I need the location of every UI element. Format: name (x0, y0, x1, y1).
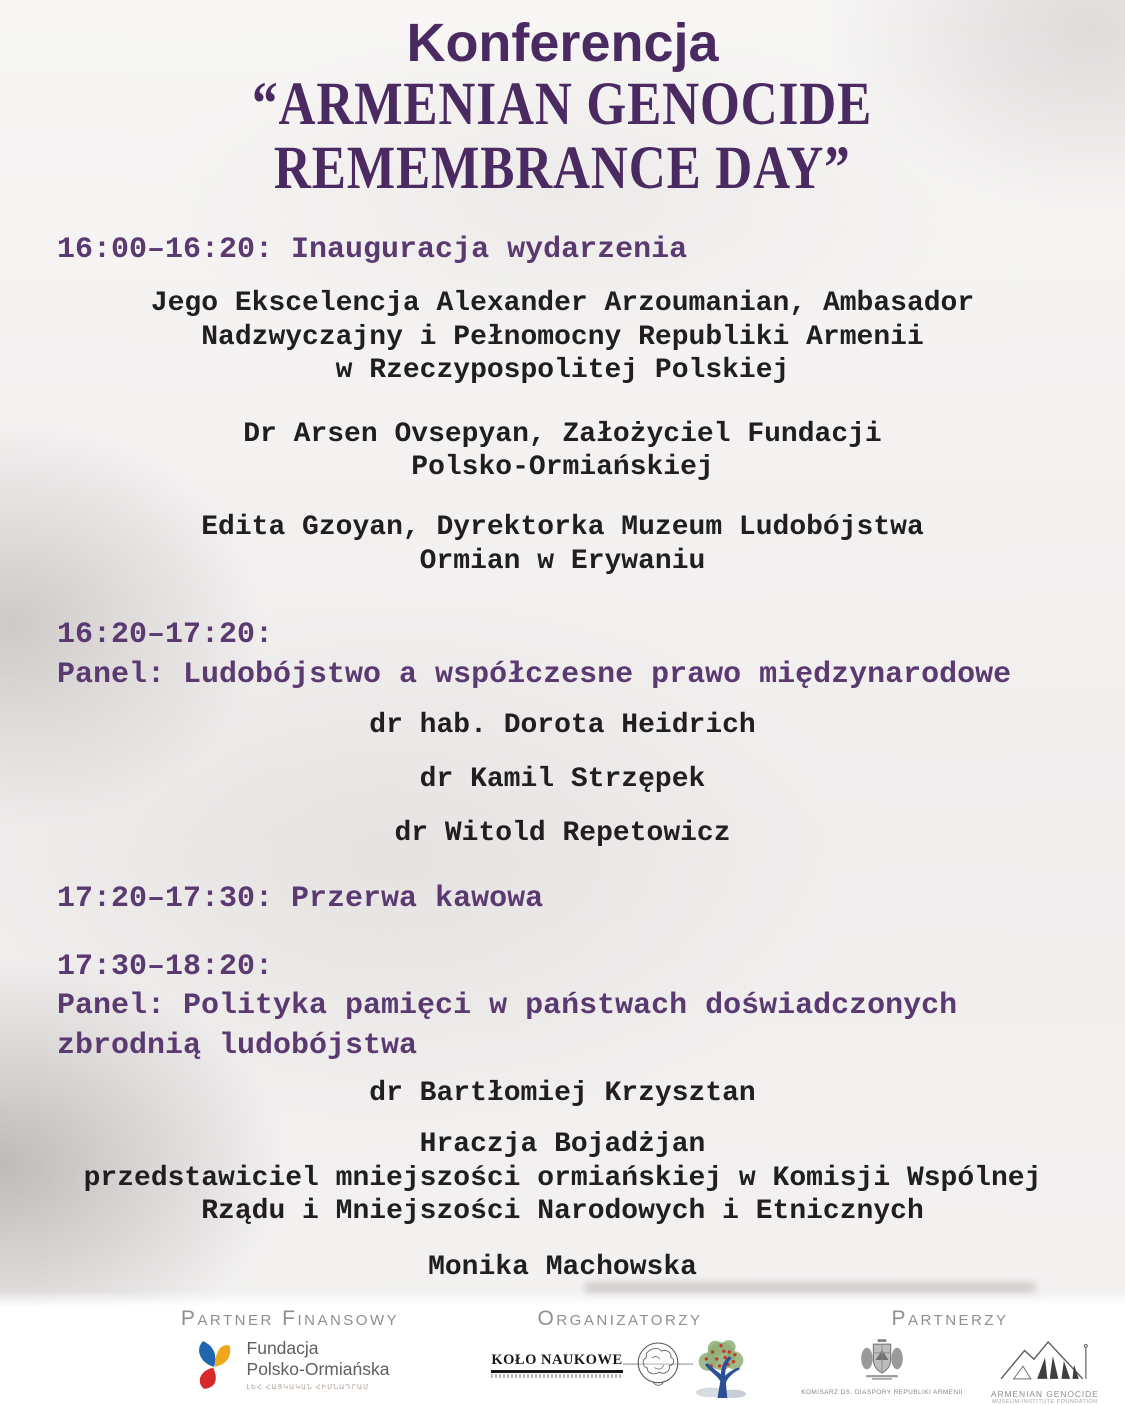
slot-time-heading: 17:30–18:20: (57, 949, 274, 984)
footer-partners (0, 1291, 1125, 1405)
speaker-group (0, 511, 1125, 578)
slot-time-heading: 17:20–17:30: Przerwa kawowa (57, 882, 544, 917)
speaker-group (0, 709, 1125, 743)
speaker-line: dr Witold Repetowicz (394, 817, 731, 849)
partner-logos (775, 1338, 1125, 1405)
speaker-group (0, 287, 1125, 388)
footer-column-partner-finansowy (0, 1291, 540, 1391)
speaker-line: Nadzwyczajny i Pełnomocny Republiki Armenii (201, 321, 924, 353)
conference-title-line-1 (0, 73, 1125, 137)
slot-panel-title: Panel: Polityka pamięci w państwach doświadczonych (57, 989, 958, 1024)
fundacja-logo (40, 1338, 540, 1392)
speaker-line: Rządu i Mniejszości Narodowych i Etnicznych (201, 1196, 924, 1228)
fundacja-armenian-caption: ԼԵՀ ՀԱՅԿԱԿԱՆ ՀԻՄՆԱԴՐԱՄ (246, 1383, 370, 1391)
speaker-group (0, 1128, 1125, 1229)
speaker-line: przedstawiciel mniejszości ormiańskiej w Komisji Wspólnej (83, 1162, 1042, 1194)
speaker-group (0, 1251, 1125, 1285)
program-slot-panel-1 (0, 616, 1125, 850)
speaker-line: Ormian w Erywaniu (419, 545, 706, 577)
poster-header (0, 0, 1125, 201)
speaker-group (0, 1077, 1125, 1111)
speaker-line: Polsko-Ormiańskiej (411, 452, 714, 484)
agmi-caption-line-2: MUSEUM-INSTITUTE FOUNDATION (991, 1399, 1098, 1405)
globe-sketch-icon (623, 1338, 693, 1390)
partner-finansowy-heading: Partner Finansowy (180, 1307, 400, 1330)
slot-panel-title: zbrodnią ludobójstwa (57, 1028, 418, 1063)
slot-panel-title: Panel: Ludobójstwo a współczesne prawo międzynarodowe (57, 657, 1012, 692)
armenian-genocide-museum-logo (991, 1338, 1099, 1405)
conference-title-text-2: REMEMBRANCE DAY” (274, 135, 851, 203)
armenia-coat-of-arms-icon (859, 1338, 905, 1382)
program-slot-panel-2 (0, 948, 1125, 1285)
komisarz-caption: KOMISARZ DS. DIASPORY REPUBLIKI ARMENII (801, 1389, 963, 1396)
fundacja-petals-icon (191, 1338, 237, 1392)
speaker-line: Edita Gzoyan, Dyrektorka Muzeum Ludobójstwa (201, 512, 924, 544)
conference-kicker: Konferencja (406, 13, 719, 73)
speaker-line: dr Bartłomiej Krzysztan (369, 1077, 756, 1109)
program-slot-inauguracja (0, 231, 1125, 578)
kolo-naukowe-label: KOŁO NAUKOWE (491, 1352, 622, 1373)
ararat-mountain-icon (995, 1338, 1095, 1382)
speaker-line: Monika Machowska (428, 1251, 697, 1283)
kolo-naukowe-subtitle (491, 1374, 622, 1378)
slot-time-heading: 16:20–17:20: (57, 618, 274, 653)
speaker-line: Jego Ekscelencja Alexander Arzoumanian, Ambasador (150, 288, 975, 320)
conference-title-line-2 (0, 137, 1125, 201)
speaker-line: Dr Arsen Ovsepyan, Założyciel Fundacji (243, 418, 882, 450)
footer-column-organizatorzy (491, 1291, 745, 1388)
komisarz-diaspory-logo (801, 1338, 963, 1396)
slot-time-heading: 16:00–16:20: Inauguracja wydarzenia (57, 233, 688, 268)
kolo-naukowe-wordmark (491, 1352, 622, 1378)
organizers-logos (491, 1338, 745, 1398)
pomegranate-tree-icon (693, 1338, 749, 1398)
speaker-group (0, 763, 1125, 797)
speaker-group (0, 817, 1125, 851)
organizatorzy-heading: Organizatorzy (537, 1307, 703, 1330)
fundacja-name-line-1: Fundacja (246, 1338, 319, 1358)
fundacja-name-line-2: Polsko-Ormiańska (246, 1359, 390, 1380)
agmi-caption-line-1: ARMENIAN GENOCIDE (990, 1389, 1099, 1399)
speaker-line: Hraczja Bojadżjan (419, 1129, 706, 1161)
speaker-line: w Rzeczypospolitej Polskiej (335, 355, 790, 387)
partnerzy-heading: Partnerzy (891, 1307, 1009, 1330)
conference-title-text-1: “ARMENIAN GENOCIDE (252, 71, 873, 139)
footer-column-partnerzy (745, 1291, 1125, 1405)
speaker-group (0, 418, 1125, 485)
program-slot-przerwa (0, 880, 1125, 920)
paper-texture-smudge (585, 1283, 1035, 1292)
speaker-line: dr Kamil Strzępek (419, 764, 706, 796)
fundacja-name (247, 1338, 390, 1392)
speaker-line: dr hab. Dorota Heidrich (369, 710, 756, 742)
